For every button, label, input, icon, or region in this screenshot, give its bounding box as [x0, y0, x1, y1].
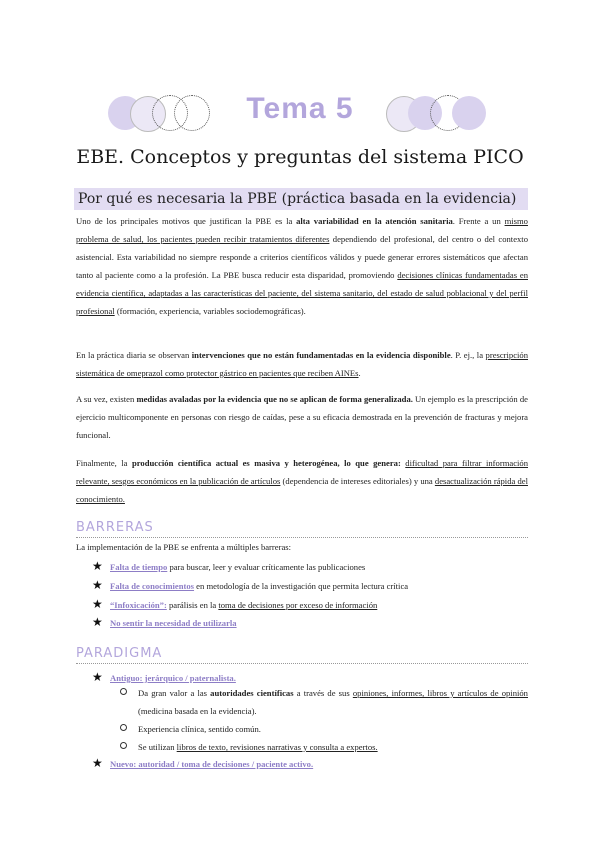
list-item: ★ Falta de tiempo para buscar, leer y evaluar críticamente las publicaciones — [92, 559, 366, 573]
star-icon: ★ — [92, 559, 103, 573]
circle-bullet-icon — [120, 742, 127, 749]
circle-bullet-icon — [120, 724, 127, 731]
list-item: ★ Antiguo: jerárquico / paternalista. — [92, 670, 236, 684]
star-icon: ★ — [92, 670, 103, 684]
circle-bullet-icon — [120, 688, 127, 695]
list-item: Da gran valor a las autoridades científicas a través de sus opiniones, informes, libros y artículos de opinión (medicina basada en la evidencia). — [138, 684, 528, 720]
list-item: Se utilizan libros de texto, revisiones narrativas y consulta a expertos. — [138, 738, 528, 756]
star-icon: ★ — [92, 578, 103, 592]
barreras-heading: BARRERAS — [76, 520, 528, 538]
paragraph-variability: Uno de los principales motivos que justifican la PBE es la alta variabilidad en la atención sanitaria. Frente a un mismo problema de salud, los pacientes pueden recibir tratamientos diferentes dependiendo del profesional, del centro o del contexto asistencial. Esta variabilidad no siempre responde a criterios científicos válidos y puede generar errores sistemáticos que afectan tanto al paciente como a la profesión. La PBE busca reducir esta disparidad, promoviendo decisiones clínicas fundamentadas en evidencia científica, adaptadas a las características del paciente, del sistema sanitario, del estado de salud poblacional y del perfil profesional (formación, experiencia, variables sociodemográficas). — [76, 216, 528, 316]
barreras-intro: La implementación de la PBE se enfrenta a múltiples barreras: — [76, 542, 292, 552]
section-heading: Por qué es necesaria la PBE (práctica basada en la evidencia) — [74, 188, 528, 210]
list-item: ★ Falta de conocimientos en metodología de la investigación que permita lectura crítica — [92, 578, 409, 592]
star-icon: ★ — [92, 597, 103, 611]
list-item: Experiencia clínica, sentido común. — [138, 720, 528, 738]
paradigma-heading: PARADIGMA — [76, 646, 528, 664]
paragraph-interventions: En la práctica diaria se observan intervenciones que no están fundamentadas en la evidencia disponible. P. ej., la prescripción sistemática de omeprazol como protector gástrico en pacientes que reciben AINEs. — [76, 350, 529, 378]
list-item: ★ Nuevo: autoridad / toma de decisiones / paciente activo. — [92, 756, 314, 770]
list-item: ★ No sentir la necesidad de utilizarla — [92, 615, 237, 629]
list-item: ★ “Infoxicación”: parálisis en la toma de decisiones por exceso de información — [92, 597, 378, 611]
star-icon: ★ — [92, 615, 103, 629]
star-icon: ★ — [92, 756, 103, 770]
paragraph-production: Finalmente, la producción científica actual es masiva y heterogénea, lo que genera: dificultad para filtrar información relevante, sesgos económicos en la publicación de artículos (dependencia de intereses editoriales) y una desactualización rápida del conocimiento. — [76, 458, 528, 504]
paragraph-measures: A su vez, existen medidas avaladas por la evidencia que no se aplican de forma generalizada. Un ejemplo es la prescripción de ejercicio multicomponente en personas con riesgo de caídas, pese a su eficacia demostrada en la prevención de fracturas y mejora funcional. — [76, 394, 528, 440]
page-subtitle: EBE. Conceptos y preguntas del sistema PICO — [76, 146, 524, 168]
page-title: Tema 5 — [246, 92, 354, 125]
